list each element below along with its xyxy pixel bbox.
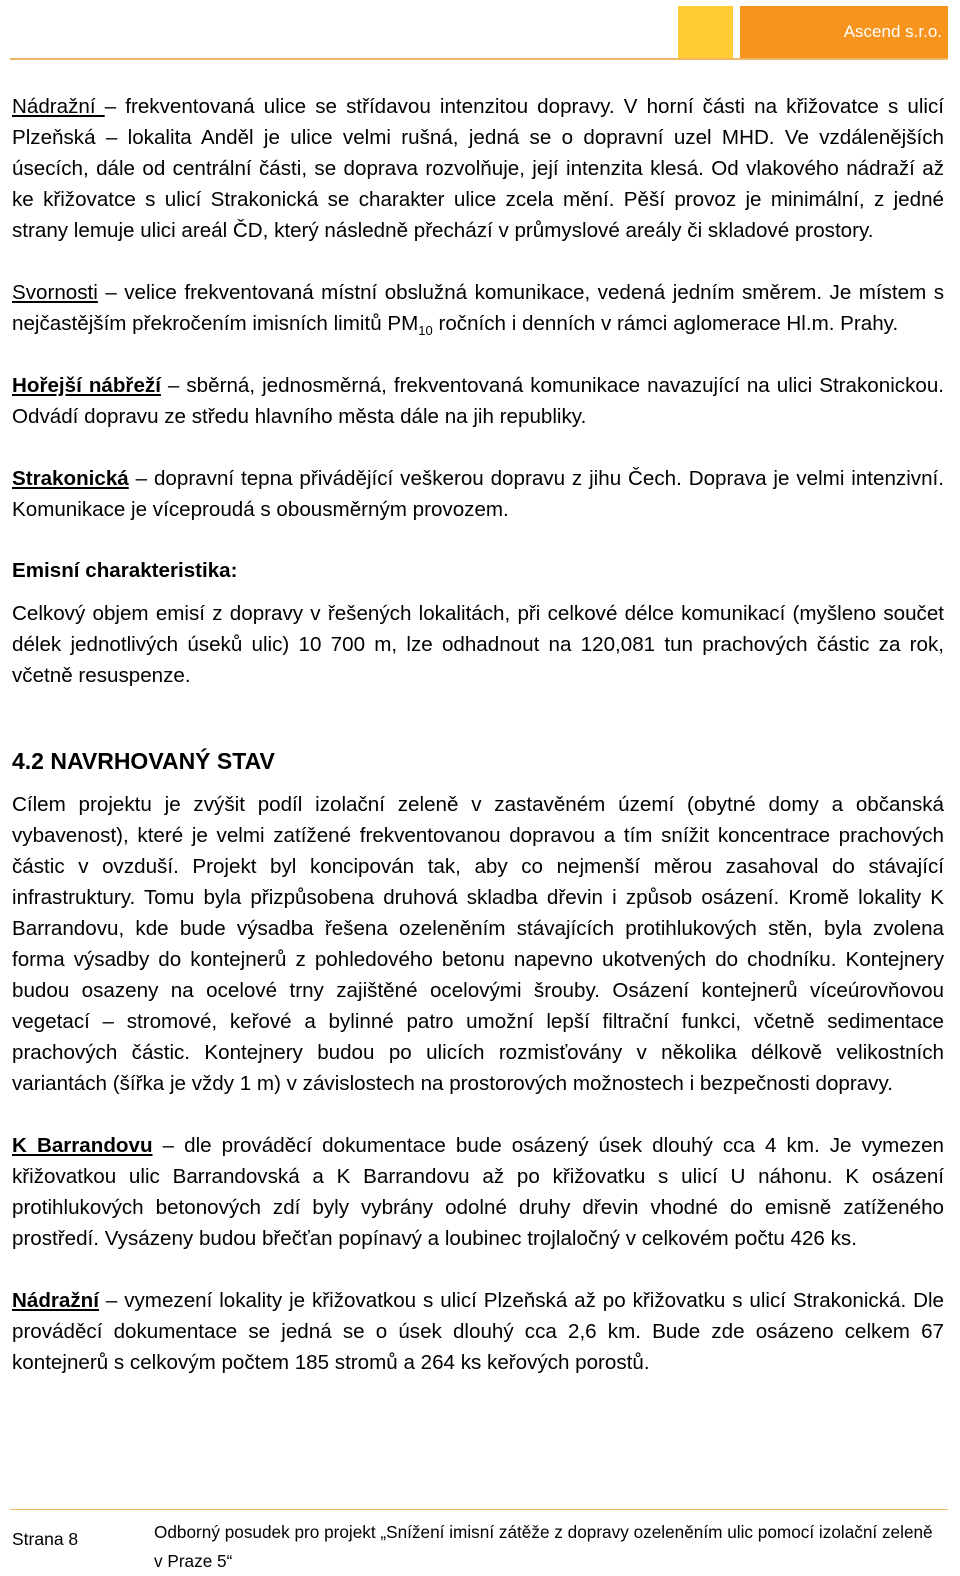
section-paragraph: Cílem projektu je zvýšit podíl izolační zeleně v zastavěném území (obytné domy a občanská vybavenost), které je velmi zatížené frekventovanou dopravou a tím snížit koncentrace prachových částic v ovzduší. Projekt byl koncipován tak, aby co nejmenší měrou zasahoval do stávající infrastruktury. Tomu byla přizpůsobena druhová skladba dřevin i způsob osázení. Kromě lokality K Barrandovu, kde bude výsadba řešena ozeleněním stávajících protihlukových stěn, byla zvolena forma výsadby do kontejnerů z pohledového betonu napevno ukotvených do chodníku. Kontejnery budou osazeny na ocelové trny zajištěné ocelovými šrouby. Osázení kontejnerů víceúrovňovou vegetací – stromové, keřové a bylinné patro umožní lepší filtrační funkci, včetně sedimentace prachových částic. Kontejnery budou po ulicích rozmisťovány v několika délkově velikostních variantách (šířka je vždy 1 m) v závislostech na prostorových možnostech i bezpečnosti dopravy. [12, 793, 944, 1095]
document-body [12, 91, 944, 1378]
paragraph-k-barrandovu [12, 1130, 944, 1254]
street-name: Svornosti [12, 281, 98, 304]
paragraph-nadrazni-current [12, 91, 944, 246]
street-name: K Barrandovu [12, 1134, 153, 1157]
street-description: – dle prováděcí dokumentace bude osázený úsek dlouhý cca 4 km. Je vymezen křižovatkou ulic Barrandovská a K Barrandovu až po křižovatku s ulicí U náhonu. K osázení protihlukových betonových zdí byly vybrány odolné druhy dřevin vhodné do emisně zatíženého prostředí. Vysázeny budou břečťan popínavý a loubinec trojlaločný v celkovém počtu 426 ks. [12, 1134, 944, 1250]
street-description: – dopravní tepna přivádějící veškerou dopravu z jihu Čech. Doprava je velmi intenzivní. Komunikace je víceproudá s obousměrným provozem. [12, 467, 944, 521]
footer-divider [10, 1509, 948, 1510]
emission-paragraph: Celkový objem emisí z dopravy v řešených lokalitách, při celkové délce komunikací (myšleno součet délek jednotlivých úseků ulic) 10 700 m, lze odhadnout na 120,081 tun prachových částic za rok, včetně resuspenze. [12, 602, 944, 687]
street-description: – sběrná, jednosměrná, frekventovaná komunikace navazující na ulici Strakonickou. Odvádí dopravu ze středu hlavního města dále na jih republiky. [12, 374, 944, 428]
street-description-cont: ročních i denních v rámci aglomerace Hl.m. Prahy. [432, 312, 899, 335]
page-header [678, 6, 948, 58]
paragraph-nadrazni-proposed [12, 1285, 944, 1378]
paragraph-svornosti [12, 277, 944, 339]
street-name: Hořejší nábřeží [12, 374, 161, 397]
header-accent-block [678, 6, 733, 58]
page-number: Strana 8 [12, 1529, 79, 1549]
street-description: – velice frekventovaná místní obslužná komunikace, vedená jedním směrem. Je místem s nejčastějším překročením imisních limitů PM [12, 281, 944, 335]
footer-document-title: Odborný posudek pro projekt „Snížení imisní zátěže z dopravy ozeleněním ulic pomocí izolační zeleně v Praze 5“ [154, 1522, 933, 1571]
section-title: 4.2 NAVRHOVANÝ STAV [12, 748, 275, 774]
street-description: – vymezení lokality je křižovatkou s ulicí Plzeňská až po křižovatku s ulicí Strakonická. Dle prováděcí dokumentace se jedná se o úsek dlouhý cca 2,6 km. Bude zde osázeno celkem 67 kontejnerů s celkovým počtem 185 stromů a 264 ks keřových porostů. [12, 1289, 944, 1374]
company-name: Ascend s.r.o. [740, 6, 948, 58]
emission-heading: Emisní charakteristika: [12, 559, 238, 582]
street-name: Nádražní [12, 95, 105, 118]
street-name: Nádražní [12, 1289, 99, 1312]
paragraph-horejsi-nabrezi [12, 370, 944, 432]
paragraph-strakonicka [12, 463, 944, 525]
header-divider [10, 58, 948, 60]
street-description: – frekventovaná ulice se střídavou intenzitou dopravy. V horní části na křižovatce s ulicí Plzeňská – lokalita Anděl je ulice velmi rušná, jedná se o dopravní uzel MHD. Ve vzdálenějších úsecích, dále od centrální části, se doprava rozvolňuje, její intenzita klesá. Od vlakového nádraží až ke křižovatce s ulicí Strakonická se charakter ulice zcela mění. Pěší provoz je minimální, z jedné strany lemuje ulici areál ČD, který následně přechází v průmyslové areály či skladové prostory. [12, 95, 944, 242]
street-name: Strakonická [12, 467, 129, 490]
subscript: 10 [418, 323, 433, 339]
